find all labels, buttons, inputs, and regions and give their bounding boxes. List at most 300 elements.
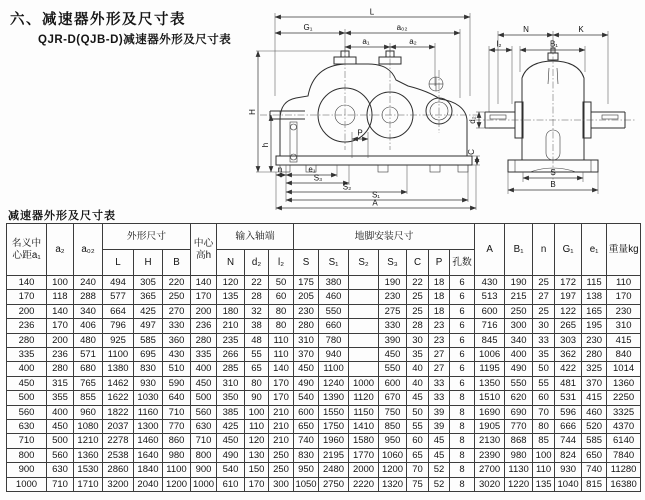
- table-cell: 170: [245, 477, 269, 491]
- dim-label-a02: a₀₂: [396, 23, 408, 32]
- col-header-H: H: [134, 250, 163, 276]
- col-header-P: P: [429, 250, 450, 276]
- table-cell: 266: [217, 348, 245, 362]
- table-cell: 1100: [163, 463, 191, 477]
- end-housing-outline: [474, 44, 636, 180]
- table-cell: 362: [555, 348, 582, 362]
- table-cell: 1100: [103, 348, 134, 362]
- table-cell: 2130: [475, 434, 505, 448]
- table-cell: 305: [134, 276, 163, 290]
- table-cell: 2700: [475, 463, 505, 477]
- dim-label-L: L: [369, 7, 375, 17]
- table-cell: 670: [379, 391, 407, 405]
- table-cell: 335: [7, 348, 47, 362]
- table-cell: 650: [294, 420, 319, 434]
- table-cell: 1822: [103, 405, 134, 419]
- table-cell: 8: [450, 434, 475, 448]
- col-header-e1: e₁: [582, 224, 607, 276]
- table-cell: 596: [555, 405, 582, 419]
- table-cell: 1350: [475, 376, 505, 390]
- table-cell: 740: [294, 434, 319, 448]
- table-cell: 664: [103, 304, 134, 318]
- table-cell: 400: [505, 348, 533, 362]
- table-cell: 630: [47, 463, 74, 477]
- table-cell: 110: [269, 333, 294, 347]
- table-cell: 265: [555, 319, 582, 333]
- table-cell: 845: [475, 333, 505, 347]
- table-cell: 3200: [103, 477, 134, 491]
- dim-label-a1: a₁: [362, 37, 370, 46]
- table-cell: 6: [450, 276, 475, 290]
- table-cell: 2195: [319, 448, 349, 462]
- table-cell: 750: [379, 405, 407, 419]
- table-cell: 330: [379, 319, 407, 333]
- table-cell: 1750: [319, 420, 349, 434]
- table-cell: 39: [429, 405, 450, 419]
- table-cell: 210: [269, 434, 294, 448]
- table-cell: 138: [582, 290, 607, 304]
- table-cell: 170: [7, 290, 47, 304]
- table-cell: 275: [379, 304, 407, 318]
- table-cell: 220: [163, 276, 191, 290]
- table-cell: 6: [450, 290, 475, 304]
- table-cell: 250: [269, 448, 294, 462]
- table-cell: 1160: [134, 405, 163, 419]
- table-cell: 680: [74, 362, 103, 376]
- table-cell: 200: [47, 333, 74, 347]
- table-cell: 18: [429, 290, 450, 304]
- table-cell: 1410: [349, 420, 379, 434]
- table-cell: 520: [582, 420, 607, 434]
- table-cell: 230: [294, 304, 319, 318]
- table-cell: 6: [450, 362, 475, 376]
- col-header-a1-line2: 心距a₁: [12, 249, 41, 261]
- table-cell: 50: [407, 405, 429, 419]
- table-cell: 430: [475, 276, 505, 290]
- table-cell: 7840: [607, 448, 641, 462]
- dim-label-C: C: [467, 149, 476, 155]
- table-cell: 32: [245, 304, 269, 318]
- table-cell: 1300: [134, 420, 163, 434]
- col-header-S3: S₃: [379, 250, 407, 276]
- table-cell: 50: [533, 362, 555, 376]
- dim-label-e1: e₁: [308, 165, 316, 174]
- col-header-C: C: [407, 250, 429, 276]
- table-cell: 60: [533, 391, 555, 405]
- table-cell: 590: [163, 376, 191, 390]
- table-cell: 960: [74, 405, 103, 419]
- table-cell: 1000: [349, 376, 379, 390]
- table-cell: 497: [134, 319, 163, 333]
- table-row: [7, 376, 641, 390]
- table-cell: 172: [555, 276, 582, 290]
- table-cell: 38: [245, 319, 269, 333]
- table-cell: 2480: [319, 463, 349, 477]
- table-cell: 270: [163, 304, 191, 318]
- table-cell: 115: [582, 276, 607, 290]
- table-cell: 460: [582, 405, 607, 419]
- dim-label-N: N: [523, 25, 529, 34]
- table-cell: 360: [163, 333, 191, 347]
- table-cell: 2250: [607, 391, 641, 405]
- col-header-S2: S₂: [349, 250, 379, 276]
- table-cell: 1770: [349, 448, 379, 462]
- table-cell: 868: [505, 434, 533, 448]
- table-cell: 33: [429, 376, 450, 390]
- table-row: [7, 290, 641, 304]
- table-cell: 710: [191, 434, 217, 448]
- table-cell: 1360: [74, 448, 103, 462]
- table-cell: 400: [47, 405, 74, 419]
- table-cell: 45: [429, 434, 450, 448]
- table-row: [7, 477, 641, 491]
- table-cell: 425: [134, 304, 163, 318]
- table-cell: 415: [582, 391, 607, 405]
- table-cell: 6: [450, 333, 475, 347]
- table-cell: 22: [245, 276, 269, 290]
- table-cell: 710: [163, 405, 191, 419]
- table-cell: 710: [47, 477, 74, 491]
- table-cell: 2037: [103, 420, 134, 434]
- table-cell: 1460: [134, 434, 163, 448]
- table-cell: 666: [555, 420, 582, 434]
- table-cell: 415: [607, 333, 641, 347]
- table-cell: 1150: [349, 405, 379, 419]
- table-cell: 30: [407, 333, 429, 347]
- table-cell: 200: [7, 304, 47, 318]
- table-cell: 300: [269, 477, 294, 491]
- table-cell: 35: [533, 348, 555, 362]
- group-header-outline: 外形尺寸: [103, 224, 191, 250]
- col-header-d2: d₂: [245, 250, 269, 276]
- table-row: [7, 276, 641, 290]
- table-cell: 490: [217, 448, 245, 462]
- page-subtitle: QJR-D(QJB-D)减速器外形及尺寸表: [38, 34, 232, 46]
- dim-label-A: A: [372, 198, 378, 208]
- table-cell: 28: [245, 290, 269, 304]
- table-cell: 280: [191, 333, 217, 347]
- table-cell: 310: [607, 319, 641, 333]
- table-row: [7, 463, 641, 477]
- table-cell: 100: [47, 276, 74, 290]
- table-cell: 490: [505, 362, 533, 376]
- dim-label-n: n: [277, 165, 283, 174]
- table-cell: 380: [319, 276, 349, 290]
- table-row: [7, 420, 641, 434]
- table-cell: 450: [217, 434, 245, 448]
- table-cell: [349, 319, 379, 333]
- table-cell: 60: [269, 290, 294, 304]
- table-cell: 940: [319, 348, 349, 362]
- dim-label-a2: a₂: [409, 37, 417, 46]
- table-cell: 175: [294, 276, 319, 290]
- table-cell: 950: [294, 463, 319, 477]
- table-cell: 110: [533, 463, 555, 477]
- table-cell: 6: [450, 304, 475, 318]
- table-cell: 52: [429, 463, 450, 477]
- table-cell: 620: [505, 391, 533, 405]
- table-cell: 355: [47, 391, 74, 405]
- dimension-table: [6, 223, 641, 492]
- table-cell: 22: [407, 276, 429, 290]
- table-cell: 240: [74, 276, 103, 290]
- table-cell: 197: [555, 290, 582, 304]
- table-cell: 400: [191, 362, 217, 376]
- table-cell: 1690: [475, 405, 505, 419]
- table-cell: 230: [379, 290, 407, 304]
- col-header-S: S: [294, 250, 319, 276]
- table-cell: 1200: [163, 477, 191, 491]
- table-caption: 减速器外形及尺寸表: [8, 210, 116, 222]
- table-cell: 2040: [134, 477, 163, 491]
- table-cell: 1060: [379, 448, 407, 462]
- table-body: [7, 276, 641, 492]
- table-cell: 30: [533, 319, 555, 333]
- table-cell: 510: [163, 362, 191, 376]
- table-cell: 170: [191, 290, 217, 304]
- table-cell: 8: [450, 420, 475, 434]
- col-header-L: L: [103, 250, 134, 276]
- group-header-input-shaft: 输入轴端: [217, 224, 294, 250]
- table-cell: 450: [191, 376, 217, 390]
- table-cell: 150: [245, 463, 269, 477]
- table-cell: 25: [407, 290, 429, 304]
- table-cell: 1014: [607, 362, 641, 376]
- table-cell: 120: [245, 434, 269, 448]
- table-cell: 490: [294, 376, 319, 390]
- table-cell: 140: [191, 276, 217, 290]
- table-cell: 200: [191, 304, 217, 318]
- table-row: [7, 304, 641, 318]
- table-cell: 335: [191, 348, 217, 362]
- group-header-foot-mount: 地脚安装尺寸: [294, 224, 475, 250]
- end-view-drawing: [466, 8, 644, 218]
- table-cell: 140: [7, 276, 47, 290]
- col-header-G1: G₁: [555, 224, 582, 276]
- table-cell: 55: [407, 420, 429, 434]
- table-cell: 370: [294, 348, 319, 362]
- table-cell: 235: [217, 333, 245, 347]
- table-cell: 560: [7, 405, 47, 419]
- table-cell: 2750: [319, 477, 349, 491]
- table-cell: 1100: [319, 362, 349, 376]
- table-cell: 450: [7, 376, 47, 390]
- table-cell: 400: [7, 362, 47, 376]
- table-cell: 716: [475, 319, 505, 333]
- end-top-dimensions: [489, 25, 608, 112]
- table-cell: 830: [134, 362, 163, 376]
- table-cell: 340: [505, 333, 533, 347]
- table-cell: 80: [533, 420, 555, 434]
- table-cell: 236: [47, 348, 74, 362]
- table-cell: 280: [582, 348, 607, 362]
- dim-label-B1: B₁: [549, 39, 559, 49]
- table-row: [7, 434, 641, 448]
- table-cell: 190: [379, 276, 407, 290]
- table-cell: 406: [74, 319, 103, 333]
- table-cell: 494: [103, 276, 134, 290]
- table-cell: 288: [74, 290, 103, 304]
- table-cell: 118: [47, 290, 74, 304]
- table-cell: 450: [294, 362, 319, 376]
- table-cell: 6: [450, 319, 475, 333]
- col-header-a1-line1: 名义中: [11, 238, 42, 250]
- table-cell: 385: [217, 405, 245, 419]
- table-cell: 900: [7, 463, 47, 477]
- table-cell: 215: [505, 290, 533, 304]
- table-cell: 340: [74, 304, 103, 318]
- table-cell: 122: [555, 304, 582, 318]
- dim-label-K: K: [578, 25, 584, 34]
- table-cell: [349, 304, 379, 318]
- table-cell: 560: [191, 405, 217, 419]
- table-cell: 850: [379, 420, 407, 434]
- table-cell: 585: [134, 333, 163, 347]
- table-cell: 310: [294, 333, 319, 347]
- dim-label-H: H: [248, 109, 257, 115]
- table-cell: 45: [407, 391, 429, 405]
- table-cell: 950: [379, 434, 407, 448]
- table-row: [7, 448, 641, 462]
- table-cell: 27: [533, 290, 555, 304]
- table-cell: 980: [163, 448, 191, 462]
- table-cell: 75: [407, 477, 429, 491]
- table-row: [7, 362, 641, 376]
- table-cell: 550: [505, 376, 533, 390]
- table-cell: 550: [319, 304, 349, 318]
- table-cell: 310: [217, 376, 245, 390]
- dim-label-S1: S₁: [371, 190, 381, 200]
- table-cell: 540: [294, 391, 319, 405]
- table-cell: 630: [7, 420, 47, 434]
- table-cell: 285: [217, 362, 245, 376]
- table-cell: 1195: [475, 362, 505, 376]
- col-header-B: B: [163, 250, 191, 276]
- table-cell: 800: [191, 448, 217, 462]
- table-cell: 45: [429, 448, 450, 462]
- table-cell: 25: [533, 304, 555, 318]
- table-cell: 1550: [319, 405, 349, 419]
- table-cell: 900: [191, 463, 217, 477]
- table-cell: 60: [407, 434, 429, 448]
- table-cell: 1220: [505, 477, 533, 491]
- dim-label-d2: d₂: [468, 116, 477, 124]
- dim-label-S3: S₃: [313, 173, 323, 183]
- table-cell: 1580: [349, 434, 379, 448]
- table-cell: 27: [429, 362, 450, 376]
- table-cell: 1710: [74, 477, 103, 491]
- table-cell: 4370: [607, 420, 641, 434]
- table-cell: 450: [379, 348, 407, 362]
- table-cell: 2390: [475, 448, 505, 462]
- front-top-dimensions: [275, 8, 470, 99]
- table-cell: 1000: [191, 477, 217, 491]
- table-cell: 300: [505, 319, 533, 333]
- table-cell: 80: [245, 376, 269, 390]
- table-cell: 180: [217, 304, 245, 318]
- table-row: [7, 391, 641, 405]
- front-view-drawing: [250, 8, 482, 218]
- col-header-a2: a₂: [47, 224, 74, 276]
- table-cell: 52: [429, 477, 450, 491]
- table-cell: [349, 276, 379, 290]
- table-cell: 48: [245, 333, 269, 347]
- table-cell: 560: [47, 448, 74, 462]
- table-cell: 25: [407, 304, 429, 318]
- table-cell: 70: [533, 405, 555, 419]
- table-cell: 710: [7, 434, 47, 448]
- table-cell: 2860: [103, 463, 134, 477]
- table-cell: 140: [47, 304, 74, 318]
- table-cell: 2538: [103, 448, 134, 462]
- table-cell: 925: [103, 333, 134, 347]
- col-header-l2: l₂: [269, 250, 294, 276]
- table-cell: 1462: [103, 376, 134, 390]
- table-cell: 500: [7, 391, 47, 405]
- table-cell: 27: [429, 348, 450, 362]
- table-cell: 640: [163, 391, 191, 405]
- table-cell: 330: [163, 319, 191, 333]
- table-cell: 513: [475, 290, 505, 304]
- table-cell: 280: [7, 333, 47, 347]
- table-cell: 425: [217, 420, 245, 434]
- table-cell: 550: [379, 362, 407, 376]
- table-cell: 610: [217, 477, 245, 491]
- table-cell: 350: [217, 391, 245, 405]
- table-cell: 571: [74, 348, 103, 362]
- table-cell: 1030: [134, 391, 163, 405]
- table-cell: 80: [269, 319, 294, 333]
- table-cell: 770: [163, 420, 191, 434]
- table-cell: 980: [505, 448, 533, 462]
- table-cell: 230: [582, 333, 607, 347]
- table-cell: 6140: [607, 434, 641, 448]
- table-cell: 480: [74, 333, 103, 347]
- table-cell: 130: [245, 448, 269, 462]
- table-cell: 600: [379, 376, 407, 390]
- table-cell: 35: [407, 348, 429, 362]
- col-header-h-line2: 高h: [195, 249, 212, 261]
- table-row: [7, 348, 641, 362]
- table-cell: 236: [191, 319, 217, 333]
- table-cell: 165: [582, 304, 607, 318]
- table-cell: 50: [269, 276, 294, 290]
- table-cell: 170: [269, 376, 294, 390]
- table-cell: 1640: [134, 448, 163, 462]
- table-cell: 110: [245, 420, 269, 434]
- table-cell: 855: [74, 391, 103, 405]
- table-cell: 39: [429, 420, 450, 434]
- table-cell: 28: [407, 319, 429, 333]
- table-cell: 1840: [134, 463, 163, 477]
- table-cell: 2000: [349, 463, 379, 477]
- table-cell: 6: [450, 348, 475, 362]
- table-cell: 1240: [319, 376, 349, 390]
- table-cell: 422: [555, 362, 582, 376]
- col-header-a1: [7, 224, 47, 276]
- table-cell: 190: [505, 276, 533, 290]
- table-cell: 1380: [103, 362, 134, 376]
- table-cell: 8: [450, 405, 475, 419]
- dim-label-B: B: [550, 180, 556, 189]
- table-cell: 1210: [74, 434, 103, 448]
- table-cell: 230: [607, 304, 641, 318]
- table-cell: 11280: [607, 463, 641, 477]
- table-cell: 250: [269, 463, 294, 477]
- table-cell: 1390: [319, 391, 349, 405]
- dim-label-P: P: [357, 128, 363, 138]
- table-cell: 600: [294, 405, 319, 419]
